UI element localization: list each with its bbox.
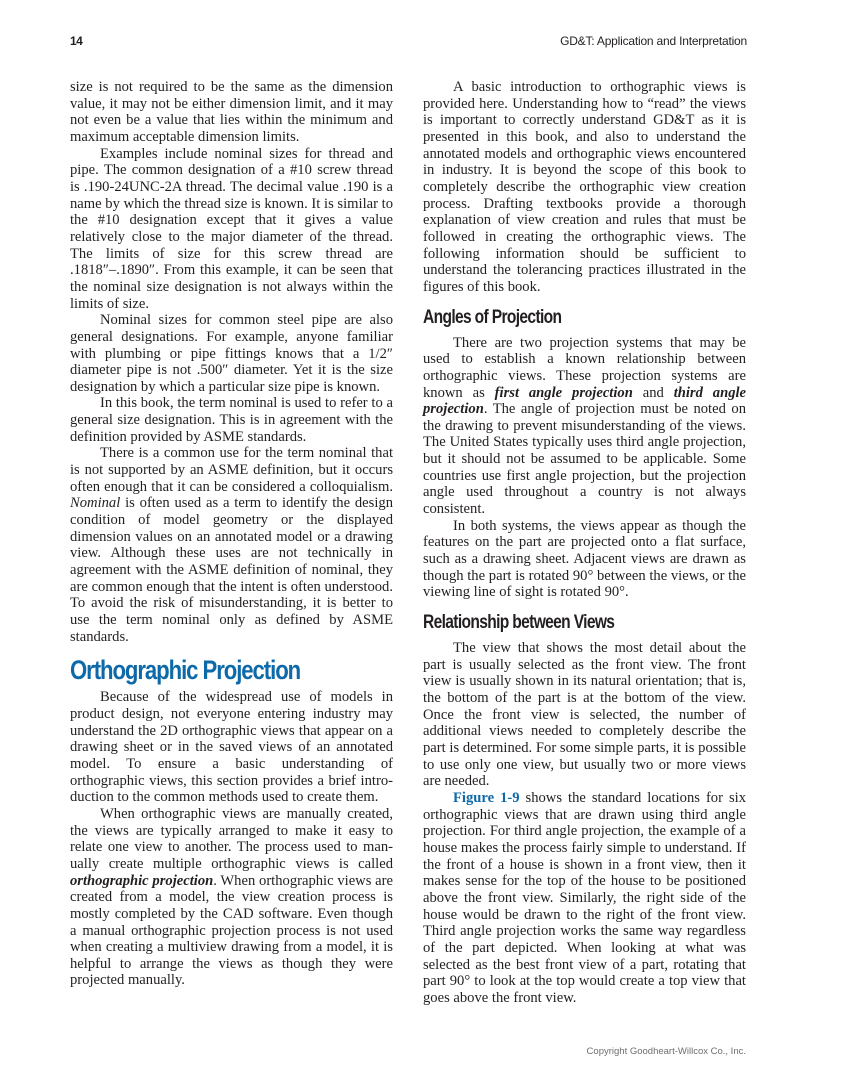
paragraph: In this book, the term nominal is used to refer to a general size designation. This is in agreement with the definition provided by ASME standards. — [70, 395, 393, 445]
paragraph — [423, 790, 746, 1007]
text-run: . The angle of projection must be noted on the drawing to prevent misunderstanding of the views. The United States typically uses third angle projection, but it should not be assumed to be applicable. Some countries use first angle projection, but the projection angle used throughout a country is not always consistent. — [423, 401, 746, 518]
key-term: first angle projection — [494, 384, 633, 401]
paragraph: A basic introduction to orthographic views is provided here. Understanding how to “read” the views is important to correctly understand GD&T as it is presented in this book, and also to understand the annotated models and orthographic views encountered in industry. It is beyond the scope of this book to completely describe the orthographic view creation process. Drafting textbooks provide a thorough explanation of view creation and rules that must be followed in creating the orthographic views. The following information should be sufficient to understand the tolerancing practices illustrated in the figures of this book. — [423, 79, 746, 295]
subsection-heading: Relationship between Views — [423, 612, 615, 634]
paragraph: In both systems, the views appear as though the features on the part are projected onto a flat surface, such as a drawing sheet. Adjacent views are drawn as though the part is rotated 90° between the views, or the viewing line of sight is rotated 90°. — [423, 517, 746, 601]
paragraph: size is not required to be the same as the dimension value, it may not be either dimension limit, and it may not even be a value that lies within the minimum and maximum acceptable dimension limits. — [70, 79, 393, 145]
page-number: 14 — [70, 34, 83, 48]
text-run: and — [632, 384, 674, 401]
figure-reference-link[interactable]: Figure 1-9 — [453, 789, 520, 806]
right-column — [423, 79, 746, 1006]
section-heading: Orthographic Projection — [70, 655, 301, 686]
text-run: There are two projection systems that may be used to establish a known relationship between orthographic views. These projection systems are known as — [423, 334, 746, 401]
subsection-heading: Angles of Projection — [423, 306, 562, 328]
text-run: is often used as a term to identify the design condition of model geometry or the displayed dimension values on an annotated model or a drawing view. Although these uses are not technically in agreement with the ASME definition of nominal, they are common enough that the intent is often understood. To avoid the risk of misunderstanding, it is better to use the term nominal only as defined by ASME standards. — [70, 495, 393, 645]
copyright-footer: Copyright Goodheart-Willcox Co., Inc. — [586, 1046, 746, 1057]
paragraph: The view that shows the most detail about the part is usually selected as the front view. The front view is usually shown in its natural orientation; that is, the bottom of the part is at the bottom of the view. Once the front view is selected, the number of additional views needed to completely describe the part is determined. For some simple parts, it is possible to use only one view, but usually two or more views are needed. — [423, 640, 746, 790]
left-column — [70, 79, 393, 989]
key-term: third angle projection — [423, 384, 747, 418]
book-title: GD&T: Application and Interpretation — [560, 34, 747, 48]
paragraph — [70, 806, 393, 989]
running-head — [70, 34, 747, 52]
paragraph: Nominal sizes for common steel pipe are also general designations. For example, anyone familiar with plumbing or pipe fittings knows that a 1/2″ diameter pipe is not .500″ diameter. Yet it is the size designation by which a particular size pipe is known. — [70, 312, 393, 395]
text-run: There is a common use for the term nominal that is not supported by an ASME definition, but it occurs often enough that it can be considered a colloquialism. — [70, 445, 393, 495]
paragraph — [423, 335, 746, 518]
paragraph: Examples include nominal sizes for thread and pipe. The common designation of a #10 screw thread is .190-24UNC-2A thread. The decimal value .190 is a name by which the thread size is known. It is similar to the #10 designation except that it gives a value relatively close to the major diameter of the thread. The limits of size for this screw thread are .1818″–.1890″. From this example, it can be seen that the nominal size designation is not always within the limits of size. — [70, 145, 393, 312]
paragraph: Because of the widespread use of models in product design, not everyone entering industry may understand the 2D orthographic views that appear on a drawing sheet or in the saved views of an annotated model. To ensure a basic understanding of orthographic views, this section provides a brief introduction to the common methods used to create them. — [70, 689, 393, 806]
paragraph — [70, 445, 393, 645]
text-run: . When orthographic views are created from a model, the view creation process is mostly completed by the CAD software. Even though a manual orthographic projection process is not used when creating a multiview drawing from a model, it is helpful to arrange the views as though they were projected manually. — [70, 872, 393, 989]
text-run: When orthographic views are manually created, the views are typically arranged to make it easy to relate one view to another. The process used to manually create multiple orthographic views is called — [70, 805, 393, 872]
key-term: orthographic projection — [70, 872, 214, 889]
italic-term: Nominal — [70, 495, 121, 512]
text-run: shows the standard locations for six orthographic views that are drawn using third angle projection. For third angle projection, the example of a house makes the process fairly simple to understand. If the front of a house is shown in a front view, then it makes sense for the top of the house to be positioned above the front view. Similarly, the right side of the house would be drawn to the right of the front view. Third angle projection works the same way regardless of the part depicted. When looking at what was selected as the best front view of a part, rotating that part 90° to look at the top would create a top view that goes above the front view. — [423, 789, 746, 1006]
